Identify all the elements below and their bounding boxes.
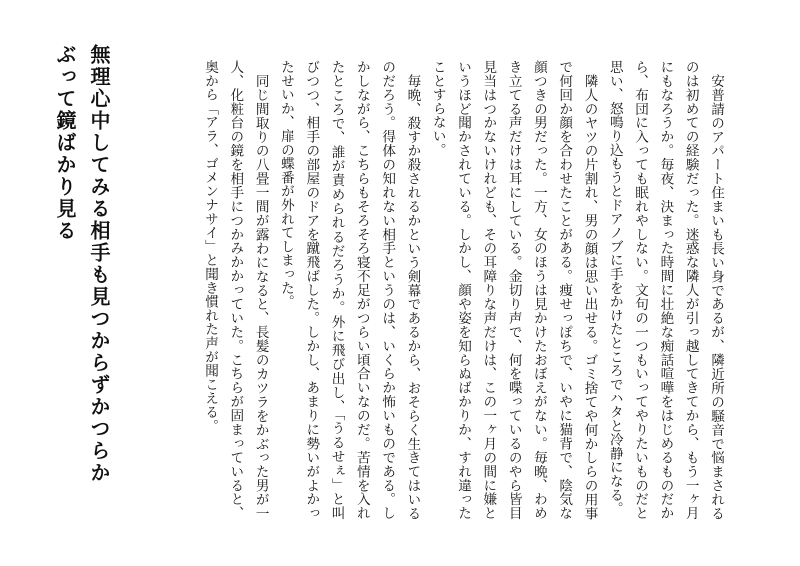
story-title bbox=[48, 44, 116, 544]
title-line-2: ぶって鏡ばかり見る bbox=[53, 44, 77, 242]
paragraph-4: 同じ間取りの八畳一間が露わになると、長髪のカツラをかぶった男が一人、化粧台の鏡を相手につかみかかっていた。こちらが固まっていると、奥から「アラ、ゴメンナサイ」と聞き慣れた声が聞こえる。 bbox=[202, 60, 269, 520]
story-body bbox=[197, 60, 728, 520]
paragraph-1: 安普請のアパート住まいも長い身であるが、隣近所の騒音で悩まされるのは初めての経験だった。迷惑な隣人が引っ越してきてから、もう一ヶ月にもなろうか。毎夜、決まった時間に壮絶な痴話喧嘩をはじめるものだから、布団に入っても眠れやしない。文句の一つもいってやりたいものだと思い、怒鳴り込もうとドアノブに手をかけたところでハタと冷静になる。 bbox=[606, 60, 724, 520]
title-line-1: 無理心中してみる相手も見つからずかつらか bbox=[87, 44, 111, 484]
paragraph-2: 隣人のヤツの片割れ、男の顔は思い出せる。ゴミ捨てや何かしらの用事で何回か顔を合わせたことがある。痩せっぽちで、いやに猫背で、陰気な顔つきの男だった。一方、女のほうは見かけたおぼえがない。毎晩、わめき立てる声だけは耳にしている。金切り声で、何を喋っているのやら皆目見当はつかないけれども、その耳障りな声だけは、この一ヶ月の間に嫌というほど聞かされている。しかし、顔や姿を知らぬばかりか、すれ違ったことすらない。 bbox=[429, 60, 598, 520]
paragraph-3: 毎晩、殺すか殺されるかという剣幕であるから、おそらく生きてはいるのだろう。得体の知れない相手というのは、いくらか怖いものである。しかしながら、こちらもそろそろ寝不足がつらい頃合いなのだ。苦情を入れたところで、誰が責められるだろうか。外に飛び出し、「うるせぇ」と叫びつつ、相手の部屋のドアを蹴飛ばした。しかし、あまりに勢いがよかったせいか、扉の蝶番が外れてしまった。 bbox=[277, 60, 421, 520]
